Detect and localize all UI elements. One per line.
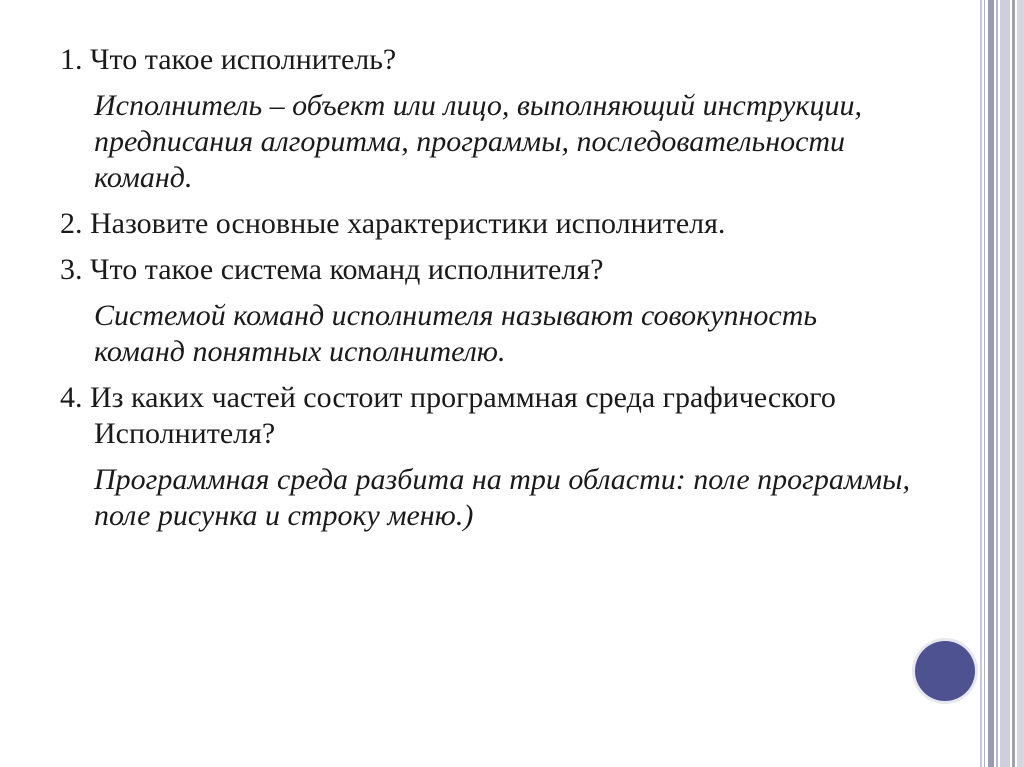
question-1: 1. Что такое исполнитель? [60, 43, 397, 76]
stripe [980, 0, 982, 767]
answer-4: Программная среда разбита на три области: поле программы, поле рисунка и строку меню.) [94, 463, 910, 532]
answer-1: Исполнитель – объект или лицо, выполняющий инструкции, предписания алгоритма, программы, последовательности команд. [94, 89, 862, 194]
slide-content [60, 42, 910, 544]
question-2: 2. Назовите основные характеристики исполнителя. [60, 207, 726, 240]
stripe [1000, 0, 1010, 767]
decorative-stripes [980, 0, 1024, 767]
answer-3: Системой команд исполнителя называют совокупность команд понятных исполнителю. [94, 299, 818, 368]
stripe [1017, 0, 1024, 767]
question-3: 3. Что такое система команд исполнителя? [60, 253, 604, 286]
question-4: 4. Из каких частей состоит программная среда графического Исполнителя? [60, 381, 836, 450]
decorative-circle-icon [915, 641, 975, 701]
stripe [984, 0, 985, 767]
stripe [988, 0, 994, 767]
stripe [996, 0, 998, 767]
stripe [1012, 0, 1015, 767]
